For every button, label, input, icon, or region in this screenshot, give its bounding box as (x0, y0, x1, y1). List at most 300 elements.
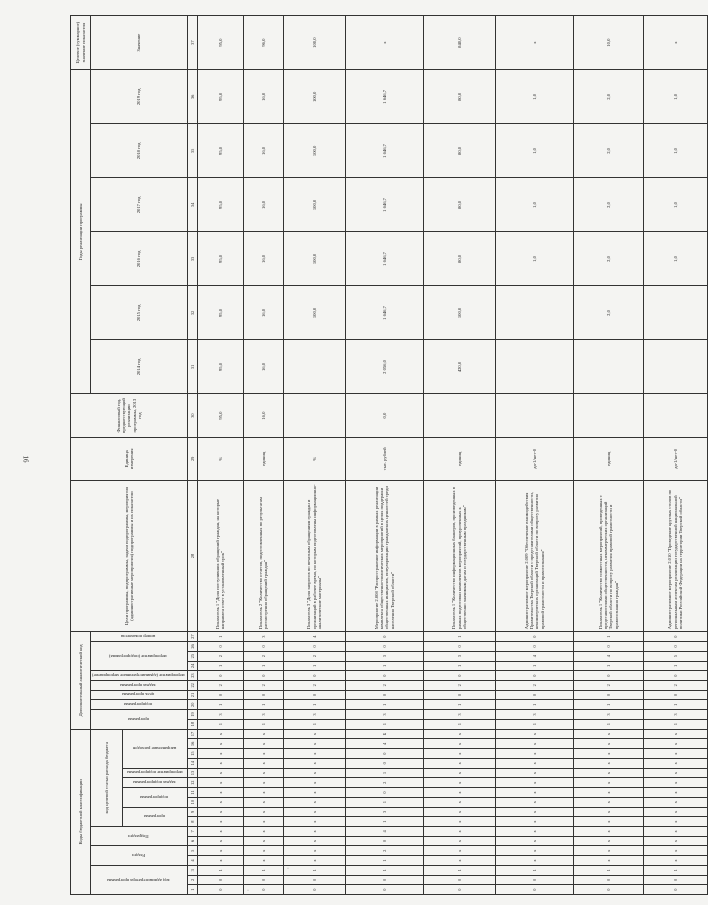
header-dop-task: задача программы (120, 682, 157, 688)
code-cell: 1 (283, 865, 345, 875)
code-cell: 1 (345, 768, 423, 778)
code-cell: x (243, 729, 283, 739)
year-value-2013 (283, 394, 345, 437)
year-value-2014: 95,0 (197, 340, 243, 394)
table-row (283, 16, 345, 895)
code-cell: 0 (345, 632, 423, 642)
code-cell: 3 (345, 651, 423, 661)
code-cell: 0 (423, 885, 495, 895)
column-number: 12 (187, 778, 197, 788)
code-cell: 3 (243, 632, 283, 642)
code-cell: x (495, 846, 573, 856)
code-cell: x (243, 846, 283, 856)
code-cell: 5 (643, 651, 707, 661)
year-value-2014: 420,0 (423, 340, 495, 394)
year-value-2013 (573, 394, 643, 437)
column-number: 28 (187, 480, 197, 631)
year-value-2014 (573, 340, 643, 394)
code-cell: 3 (345, 807, 423, 817)
program-table (70, 15, 708, 895)
code-cell: x (283, 778, 345, 788)
code-cell: x (423, 826, 495, 836)
code-cell: 0 (197, 875, 243, 885)
year-value-2015: 16,0 (243, 286, 283, 340)
table-row (495, 16, 573, 895)
year-value-2019: 2,0 (573, 70, 643, 124)
year-value-2017: 16,0 (243, 178, 283, 232)
target-value: 10,0 (573, 16, 643, 70)
unit-cell: да-1/нет-0 (643, 437, 707, 480)
code-cell: 1 (283, 700, 345, 710)
code-cell: 1 (643, 865, 707, 875)
code-cell: x (643, 817, 707, 827)
code-cell: x (495, 788, 573, 798)
code-cell: 0 (283, 690, 345, 700)
code-cell: x (197, 788, 243, 798)
year-value-2019: 16,0 (243, 70, 283, 124)
column-number: 17 (187, 729, 197, 739)
code-cell: 0 (573, 671, 643, 681)
header-section: Раздел (131, 853, 145, 859)
code-cell: 3 (345, 710, 423, 720)
unit-cell: единиц (423, 437, 495, 480)
code-cell: 1 (197, 661, 243, 671)
column-number: 11 (187, 788, 197, 798)
code-cell: x (243, 778, 283, 788)
code-cell: x (243, 817, 283, 827)
code-cell: x (423, 778, 495, 788)
goal-text: Показатель 2 "Количество отчетов, подготовленных по результатам рассмотрения обращений граждан" (243, 480, 283, 631)
code-cell: 1 (573, 700, 643, 710)
year-value-2017: 80,0 (423, 178, 495, 232)
header-year-2018: 2018 год (91, 124, 188, 178)
year-value-2015 (643, 286, 707, 340)
code-cell: x (283, 749, 345, 759)
code-cell: x (283, 817, 345, 827)
header-year-2016: 2016 год (91, 232, 188, 286)
unit-cell: % (197, 437, 243, 480)
code-cell: x (495, 807, 573, 817)
code-cell: 2 (243, 651, 283, 661)
target-value: 840,0 (423, 16, 495, 70)
code-cell: 1 (643, 700, 707, 710)
target-value: 95,0 (197, 16, 243, 70)
code-cell: 1 (345, 856, 423, 866)
column-number: 21 (187, 690, 197, 700)
code-cell: x (423, 768, 495, 778)
year-value-2015 (495, 286, 573, 340)
code-cell: x (423, 758, 495, 768)
year-value-2014 (283, 340, 345, 394)
year-value-2016: 1,0 (495, 232, 573, 286)
code-cell: 1 (495, 700, 573, 710)
code-cell: x (283, 768, 345, 778)
year-value-2014 (495, 340, 573, 394)
code-cell: 1 (573, 632, 643, 642)
year-value-2018: 1,0 (643, 124, 707, 178)
column-number: 8 (187, 817, 197, 827)
code-cell: 1 (423, 661, 495, 671)
code-cell: x (573, 807, 643, 817)
code-cell: 0 (197, 690, 243, 700)
code-cell: x (495, 749, 573, 759)
column-number: 19 (187, 710, 197, 720)
year-value-2016: 2,0 (573, 232, 643, 286)
code-cell: 2 (495, 680, 573, 690)
code-cell: 1 (345, 719, 423, 729)
code-cell: 1 (243, 865, 283, 875)
header-dop-indicator-no: номер показателя (121, 634, 156, 640)
column-number: 16 (187, 739, 197, 749)
code-cell: x (643, 768, 707, 778)
header-program: программа (143, 814, 165, 820)
column-number: 5 (187, 846, 197, 856)
code-cell: x (573, 729, 643, 739)
column-number: 7 (187, 826, 197, 836)
code-cell: 0 (345, 642, 423, 652)
code-cell: 0 (283, 671, 345, 681)
year-value-2017: 1,0 (495, 178, 573, 232)
column-number: 9 (187, 807, 197, 817)
column-number: 1 (187, 885, 197, 895)
year-value-2016: 1,0 (643, 232, 707, 286)
code-cell: x (495, 739, 573, 749)
code-cell: 0 (197, 671, 243, 681)
header-dop-program: программа (127, 716, 149, 722)
code-cell: 2 (643, 680, 707, 690)
year-value-2019: 100,0 (283, 70, 345, 124)
code-cell: 3 (495, 710, 573, 720)
code-cell: x (643, 836, 707, 846)
header-task-subprogram: задача подпрограммы (133, 780, 176, 786)
column-number: 10 (187, 797, 197, 807)
code-cell: x (283, 826, 345, 836)
code-cell: x (423, 788, 495, 798)
header-expense-direction: направление расходов (132, 746, 177, 752)
code-cell: x (643, 778, 707, 788)
code-cell: x (423, 797, 495, 807)
column-number: 35 (187, 124, 197, 178)
code-cell: x (283, 758, 345, 768)
code-cell: x (243, 826, 283, 836)
code-cell: 4 (345, 826, 423, 836)
year-value-2018: 80,0 (423, 124, 495, 178)
code-cell: 0 (243, 690, 283, 700)
code-cell: x (243, 788, 283, 798)
code-cell: x (197, 797, 243, 807)
header-additional-code: Дополнительный аналитический код (71, 632, 91, 729)
code-cell: 0 (423, 690, 495, 700)
header-codes-budget: Коды бюджетной классификации (71, 729, 91, 894)
unit-cell: да-1/нет-0 (495, 437, 573, 480)
rotated-document (70, 15, 683, 895)
column-number: 29 (187, 437, 197, 480)
goal-text: Административное мероприятие 2.010 "Проведение круглых столов по региональным аспектам реализации государственной национальной политики Российской Федерации на территории Тверской области" (643, 480, 707, 631)
code-cell: x (643, 807, 707, 817)
column-number: 33 (187, 232, 197, 286)
year-value-2019: 80,0 (423, 70, 495, 124)
code-cell: 0 (495, 642, 573, 652)
year-value-2016: 80,0 (423, 232, 495, 286)
year-value-2015: 100,0 (423, 286, 495, 340)
code-cell: x (573, 826, 643, 836)
code-cell: 1 (423, 865, 495, 875)
code-cell: 1 (197, 865, 243, 875)
code-cell: x (495, 797, 573, 807)
year-value-2017: 1,0 (643, 178, 707, 232)
target-value: 100,0 (283, 16, 345, 70)
code-cell: 1 (495, 865, 573, 875)
code-cell: 1 (345, 661, 423, 671)
year-value-2017: 100,0 (283, 178, 345, 232)
code-cell: x (423, 807, 495, 817)
header-subsection: Подраздел (128, 833, 149, 839)
year-value-2014: 16,0 (243, 340, 283, 394)
year-value-2013 (423, 394, 495, 437)
code-cell: x (423, 836, 495, 846)
header-target-article: код целевой статьи расхода бюджета (91, 729, 123, 826)
code-cell: x (643, 797, 707, 807)
code-cell: 0 (345, 836, 423, 846)
header-event-subprogram: мероприятие подпрограммы (126, 770, 183, 776)
scan-mark: · (287, 866, 289, 872)
code-cell: 2 (283, 651, 345, 661)
code-cell: 1 (423, 719, 495, 729)
year-value-2016: 95,0 (197, 232, 243, 286)
header-year-2015: 2015 год (91, 286, 188, 340)
code-cell: x (423, 817, 495, 827)
code-cell: 1 (243, 700, 283, 710)
code-cell: x (573, 788, 643, 798)
code-cell: 1 (345, 865, 423, 875)
year-value-2016: 16,0 (243, 232, 283, 286)
goal-text: Мероприятие 2.008 "Распространение информации в рамках реализации комплекса общественно-политических мероприятий в целях поддержки общественных инициатив, популяризации гражданских ценностей среди населения Тверской области" (345, 480, 423, 631)
code-cell: x (283, 807, 345, 817)
table-body (197, 16, 707, 895)
year-value-2014 (643, 340, 707, 394)
unit-cell: единиц (573, 437, 643, 480)
column-number: 3 (187, 865, 197, 875)
header-dop-event: мероприятие (административное мероприятие) (92, 672, 185, 678)
column-number: 25 (187, 651, 197, 661)
code-cell: 0 (573, 690, 643, 700)
code-cell: 0 (345, 885, 423, 895)
year-value-2015: 95,0 (197, 286, 243, 340)
code-cell: 0 (495, 632, 573, 642)
code-cell: 1 (197, 700, 243, 710)
code-cell: 1 (243, 719, 283, 729)
year-value-2017: 2,0 (573, 178, 643, 232)
code-cell: x (243, 758, 283, 768)
header-year-2019: 2019 год (91, 70, 188, 124)
goal-text: Показатель 1 "Доля поступивших обращений граждан, на которые направлен ответ в установленный срок" (197, 480, 243, 631)
code-cell: x (423, 729, 495, 739)
unit-cell: единиц (243, 437, 283, 480)
code-cell: 0 (495, 885, 573, 895)
code-cell: x (643, 856, 707, 866)
year-value-2013: 95,0 (197, 394, 243, 437)
code-cell: x (423, 846, 495, 856)
column-number: 23 (187, 671, 197, 681)
code-cell: 1 (573, 661, 643, 671)
header-dop-goal: цель программы (122, 692, 155, 698)
code-cell: 0 (345, 788, 423, 798)
header-goal-title: Цели программы, подпрограммы, задачи подпрограммы, мероприятия (административные мероприятия) подпрограммы и их показатели (71, 480, 188, 631)
code-cell: x (495, 768, 573, 778)
code-cell: x (283, 836, 345, 846)
year-value-2013 (495, 394, 573, 437)
code-cell: 3 (643, 710, 707, 720)
code-cell: x (283, 856, 345, 866)
year-value-2015: 100,0 (283, 286, 345, 340)
code-cell: 4 (495, 651, 573, 661)
scan-mark: · (247, 888, 249, 894)
code-cell: 0 (573, 875, 643, 885)
target-value: x (643, 16, 707, 70)
code-cell: 0 (345, 758, 423, 768)
column-number: 13 (187, 768, 197, 778)
table-row (197, 16, 243, 895)
year-value-2013: 0,0 (345, 394, 423, 437)
code-cell: 0 (345, 749, 423, 759)
goal-text: Показатель 1 "Количество совместных мероприятий, проведенных с представителями общественности, некоммерческих организаций Тверской области по вопросу развития правовой грамотности и правосознания граждан" (573, 480, 643, 631)
column-number: 34 (187, 178, 197, 232)
code-cell: x (495, 826, 573, 836)
code-cell: x (643, 729, 707, 739)
code-cell: x (243, 768, 283, 778)
code-cell: 3 (423, 651, 495, 661)
unit-cell: % (283, 437, 345, 480)
year-value-2016: 1 646,7 (345, 232, 423, 286)
table-row (573, 16, 643, 895)
code-cell: x (283, 846, 345, 856)
code-cell: x (495, 817, 573, 827)
code-cell: x (243, 856, 283, 866)
code-cell: x (423, 739, 495, 749)
year-value-2016: 100,0 (283, 232, 345, 286)
column-number: 27 (187, 632, 197, 642)
code-cell: 0 (643, 671, 707, 681)
code-cell: 0 (495, 875, 573, 885)
code-cell: 0 (283, 642, 345, 652)
code-cell: 0 (423, 642, 495, 652)
goal-text: Показатель 3 "Доля запросов по печатным обращениям граждан и организаций в рабочее время, по которым подготовлены информационно-аналитические материалы" (283, 480, 345, 631)
code-cell: 3 (197, 710, 243, 720)
year-value-2017: 1 646,7 (345, 178, 423, 232)
header-finance-year: Финансовый год, предшествующий реализации программы, 2013 год (71, 394, 188, 437)
code-cell: x (197, 807, 243, 817)
code-cell: x (197, 836, 243, 846)
code-cell: x (643, 788, 707, 798)
year-value-2018: 1,0 (495, 124, 573, 178)
header-admin-code: код администратора программы (107, 877, 170, 883)
page-number: 16 (21, 455, 30, 463)
code-cell: 0 (283, 885, 345, 895)
code-cell: 0 (643, 885, 707, 895)
year-value-2019: 1,0 (643, 70, 707, 124)
column-numbers-row (187, 16, 197, 895)
code-cell: x (495, 729, 573, 739)
code-cell: 0 (495, 690, 573, 700)
code-cell: x (243, 739, 283, 749)
year-value-2015: 1 646,7 (345, 286, 423, 340)
code-cell: x (573, 846, 643, 856)
code-cell: 1 (283, 719, 345, 729)
header-dop-event-no: мероприятие (подпрограмма) (109, 653, 168, 659)
code-cell: 1 (495, 719, 573, 729)
code-cell: 2 (345, 680, 423, 690)
code-cell: 0 (573, 642, 643, 652)
column-number: 20 (187, 700, 197, 710)
code-cell: 0 (243, 671, 283, 681)
code-cell: 0 (283, 875, 345, 885)
code-cell: x (197, 846, 243, 856)
code-cell: 3 (423, 710, 495, 720)
code-cell: 2 (423, 680, 495, 690)
code-cell: x (283, 739, 345, 749)
goal-text: Показатель 1 "Количество информационных баннеров, произведенных в рамках подготовки комплексов мероприятий, приуроченных к общественно значимым датам и государственным праздникам" (423, 480, 495, 631)
code-cell: 0 (423, 875, 495, 885)
code-cell: 2 (573, 680, 643, 690)
code-cell: x (197, 739, 243, 749)
code-cell: 2 (197, 651, 243, 661)
column-number: 31 (187, 340, 197, 394)
code-cell: 0 (643, 875, 707, 885)
code-cell: 4 (345, 739, 423, 749)
code-cell: x (643, 826, 707, 836)
year-value-2018: 95,0 (197, 124, 243, 178)
column-number: 18 (187, 719, 197, 729)
code-cell: 0 (643, 690, 707, 700)
header-dop-subprogram: подпрограмма (124, 702, 153, 708)
code-cell: x (423, 856, 495, 866)
code-cell: x (283, 788, 345, 798)
code-cell: x (573, 797, 643, 807)
code-cell: x (243, 797, 283, 807)
header-years-title: Годы реализации программы (71, 70, 91, 394)
code-cell: x (573, 758, 643, 768)
code-cell: 4 (573, 651, 643, 661)
target-value: 96,0 (243, 16, 283, 70)
year-value-2018: 16,0 (243, 124, 283, 178)
code-cell: 1 (345, 797, 423, 807)
code-cell: x (643, 758, 707, 768)
code-cell: 0 (643, 632, 707, 642)
header-unit: Единица измерения (71, 437, 188, 480)
code-cell: 2 (197, 680, 243, 690)
code-cell: x (197, 749, 243, 759)
column-number: 24 (187, 661, 197, 671)
code-cell: x (643, 846, 707, 856)
code-cell: x (283, 797, 345, 807)
code-cell: 3 (573, 710, 643, 720)
code-cell: 4 (283, 632, 345, 642)
code-cell: 0 (243, 885, 283, 895)
code-cell: x (495, 836, 573, 846)
code-cell: x (643, 739, 707, 749)
column-number: 15 (187, 749, 197, 759)
column-number: 36 (187, 70, 197, 124)
year-value-2018: 1 646,7 (345, 124, 423, 178)
code-cell: x (573, 739, 643, 749)
header-target-title: Целевое (суммарное) значение показателя (71, 16, 91, 70)
header-year-2014: 2014 год (91, 340, 188, 394)
table-row (345, 16, 423, 895)
year-value-2019: 1,0 (495, 70, 573, 124)
code-cell: 0 (423, 671, 495, 681)
column-number: 32 (187, 286, 197, 340)
code-cell: 1 (423, 632, 495, 642)
